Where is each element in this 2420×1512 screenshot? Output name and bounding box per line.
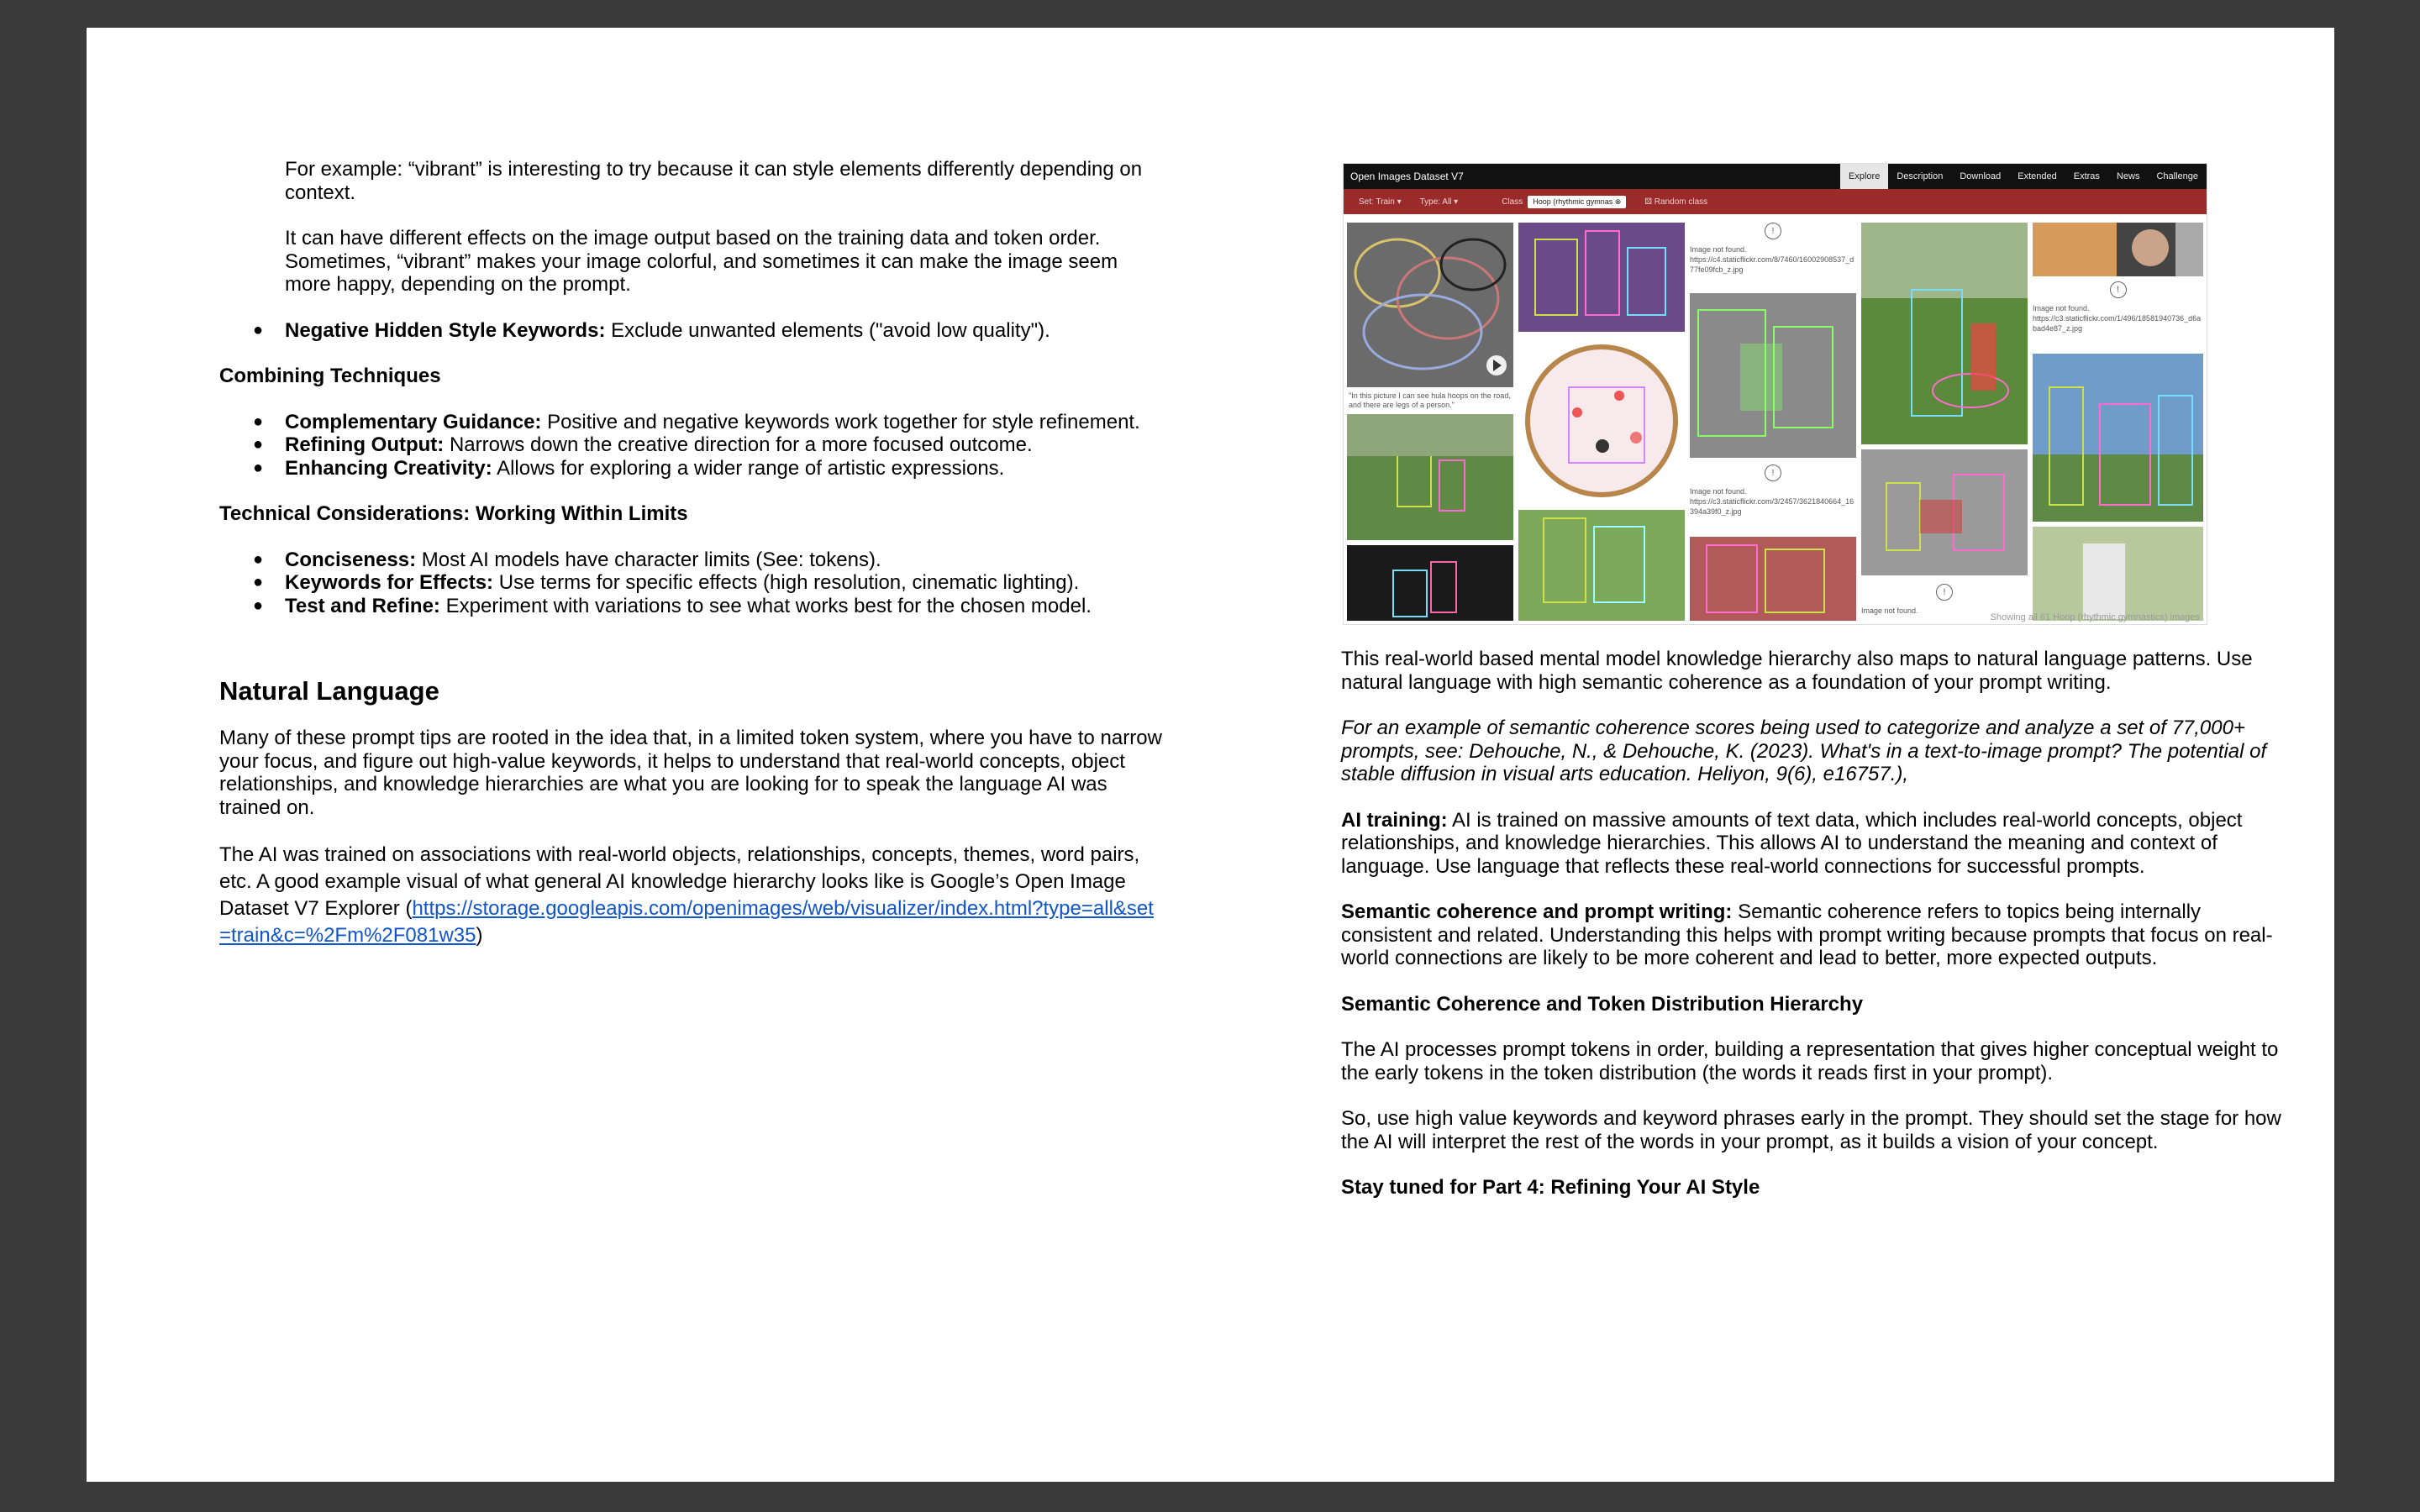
- image-tile[interactable]: [1861, 449, 2028, 575]
- class-label: Class: [1502, 197, 1523, 207]
- bullet-icon: ●: [253, 412, 264, 431]
- bullet-icon: ●: [253, 320, 264, 339]
- bullet-icon: ●: [253, 573, 264, 591]
- image-not-found: ! Image not found. https://c3.staticflickr.com/1/496/18581940736_d6abad4e87_z.jpg: [2033, 281, 2203, 349]
- dice-icon: ⚄: [1644, 197, 1655, 207]
- tab-extras[interactable]: Extras: [2073, 171, 2100, 181]
- image-tile[interactable]: [1518, 223, 1685, 332]
- knowledge-hierarchy-paragraph: This real-world based mental model knowledge hierarchy also maps to natural language patterns. Use natural language with high semantic coherence as a foundation of your prompt writing.: [1341, 648, 2253, 694]
- open-images-screenshot: [1343, 163, 2207, 625]
- open-images-link[interactable]: https://storage.googleapis.com/openimages/web/visualizer/index.html?type=all&set=train&c=%2Fm%2F081w35: [219, 897, 1154, 947]
- image-tile[interactable]: [1347, 545, 1513, 621]
- info-icon: !: [1936, 584, 1953, 601]
- vibrant-example-paragraph: For example: “vibrant” is interesting to try because it can style elements differently depending on context.: [285, 158, 1143, 204]
- screenshot-filter-bar: [1344, 189, 2207, 214]
- combining-techniques-list: [219, 411, 1165, 480]
- info-icon: !: [2110, 281, 2127, 298]
- image-tile[interactable]: [1861, 223, 2028, 444]
- image-not-found: ! Image not found. https://c3.staticflickr.com/3/2457/3621840664_16394a39f0_z.jpg: [1690, 465, 1856, 523]
- screenshot-title: Open Images Dataset V7: [1350, 171, 1464, 182]
- image-tile[interactable]: [2033, 223, 2203, 276]
- combining-techniques-heading: Combining Techniques: [219, 365, 441, 387]
- keyword-placement-paragraph: So, use high value keywords and keyword phrases early in the prompt. They should set the stage for how the AI will interpret the rest of the words in your prompt, as it builds a vision of your concept.: [1341, 1107, 2281, 1153]
- bullet-icon: ●: [253, 596, 264, 615]
- random-class-button[interactable]: ⚄ Random class: [1644, 197, 1708, 207]
- technical-considerations-list: [219, 549, 1165, 618]
- image-tile[interactable]: [1347, 414, 1513, 540]
- bullet-icon: ●: [253, 458, 264, 477]
- bullet-icon: ●: [253, 435, 264, 454]
- image-tile[interactable]: [1518, 337, 1685, 505]
- image-tile[interactable]: [1518, 510, 1685, 621]
- image-tile[interactable]: [2033, 354, 2203, 522]
- results-footer: Showing all 61 Hoop (rhythmic gymnastics) images: [1990, 612, 2200, 622]
- tab-challenge[interactable]: Challenge: [2156, 171, 2198, 181]
- list-item: ● Test and Refine: Experiment with variations to see what works best for the chosen model.: [253, 594, 1092, 617]
- token-distribution-heading: Semantic Coherence and Token Distribution Hierarchy: [1341, 992, 1864, 1016]
- natural-language-paragraph: Many of these prompt tips are rooted in the idea that, in a limited token system, where you have to narrow your focus, and figure out high-value keywords, it helps to understand that real-world concepts, object relationships, and knowledge hierarchies are what you are looking for to speak the language AI was trained on.: [219, 727, 1162, 819]
- technical-considerations-heading: Technical Considerations: Working Within Limits: [219, 502, 688, 525]
- natural-language-heading: Natural Language: [219, 676, 439, 706]
- list-item: ● Refining Output: Narrows down the creative direction for a more focused outcome.: [253, 433, 1033, 456]
- image-tile[interactable]: [1690, 537, 1856, 621]
- link-close-paren: ): [476, 924, 483, 947]
- list-item: ● Enhancing Creativity: Allows for exploring a wider range of artistic expressions.: [253, 456, 1005, 480]
- vibrant-effects-paragraph: It can have different effects on the image output based on the training data and token order. Sometimes, “vibrant” makes your image colorful, and sometimes it can make the image seem more happy, depending on the prompt.: [285, 227, 1118, 296]
- token-order-paragraph: The AI processes prompt tokens in order, building a representation that gives higher conceptual weight to the early tokens in the token distribution (the words it reads first in your prompt).: [1341, 1038, 2279, 1084]
- negative-keywords-list: [219, 319, 1165, 343]
- set-dropdown[interactable]: Set: Train ▾: [1359, 197, 1402, 207]
- bullet-icon: ●: [253, 549, 264, 569]
- image-tile[interactable]: [1690, 293, 1856, 458]
- info-icon: !: [1765, 223, 1781, 239]
- tab-description[interactable]: Description: [1897, 171, 1944, 181]
- document-page: [87, 28, 2334, 1482]
- ai-training-paragraph: AI training: AI is trained on massive amounts of text data, which includes real-world concepts, object relationships, and knowledge hierarchies. This allows AI to understand the meaning and context of language. Use language that reflects these real-world connections for successful prompts.: [1341, 808, 2243, 878]
- right-column: [1341, 648, 2291, 1200]
- image-caption: "In this picture I can see hula hoops on the road, and there are legs of a person.": [1349, 391, 1511, 409]
- stay-tuned-heading: Stay tuned for Part 4: Refining Your AI Style: [1341, 1176, 1760, 1199]
- tab-explore[interactable]: Explore: [1840, 164, 1888, 189]
- tab-download[interactable]: Download: [1960, 171, 2002, 181]
- list-item: ● Complementary Guidance: Positive and negative keywords work together for style refinement.: [253, 410, 1140, 433]
- citation-paragraph: For an example of semantic coherence scores being used to categorize and analyze a set of 77,000+ prompts, see: Dehouche, N., & Dehouche, K. (2023). What's in a text-to-image prompt? The potential of stable diffusion in visual arts education. Heliyon, 9(6), e16757.),: [1341, 717, 2267, 785]
- image-not-found: ! Image not found. https://c4.staticflickr.com/8/7460/16002908537_d77fe09fcb_z.jpg: [1690, 223, 1856, 290]
- semantic-coherence-paragraph: Semantic coherence and prompt writing: Semantic coherence refers to topics being internally consistent and related. Understanding this helps with prompt writing because prompts that focus on real-world connections are likely to be more coherent and lead to better, more expected outputs.: [1341, 900, 2273, 969]
- image-tile[interactable]: [1347, 223, 1513, 387]
- list-item: ● Keywords for Effects: Use terms for specific effects (high resolution, cinematic lighting).: [253, 571, 1080, 594]
- tab-news[interactable]: News: [2116, 171, 2140, 181]
- open-images-paragraph: The AI was trained on associations with real-world objects, relationships, concepts, themes, word pairs, etc. A good example visual of what general AI knowledge hierarchy looks like is Google’s Open Image Dataset V7 Explorer (https://storage.googleapis.com/openimages/web/visualizer/index.html?type=all&set=train&c=%2Fm%2F081w35): [219, 843, 1154, 947]
- image-tile[interactable]: [2033, 527, 2203, 621]
- hoops-image: [1347, 223, 1513, 387]
- left-column: [219, 158, 1165, 949]
- list-item: ● Conciseness: Most AI models have character limits (See: tokens).: [253, 548, 881, 571]
- class-input[interactable]: Hoop (rhythmic gymnas ⊗: [1528, 196, 1626, 208]
- tab-extended[interactable]: Extended: [2018, 171, 2057, 181]
- image-not-found: ! Image not found.: [1861, 584, 2028, 617]
- type-dropdown[interactable]: Type: All ▾: [1419, 197, 1459, 207]
- screenshot-header: [1344, 164, 2207, 189]
- image-grid: [1347, 219, 2203, 624]
- list-item: ● Negative Hidden Style Keywords: Exclude unwanted elements ("avoid low quality").: [253, 318, 1050, 342]
- info-icon: !: [1765, 465, 1781, 481]
